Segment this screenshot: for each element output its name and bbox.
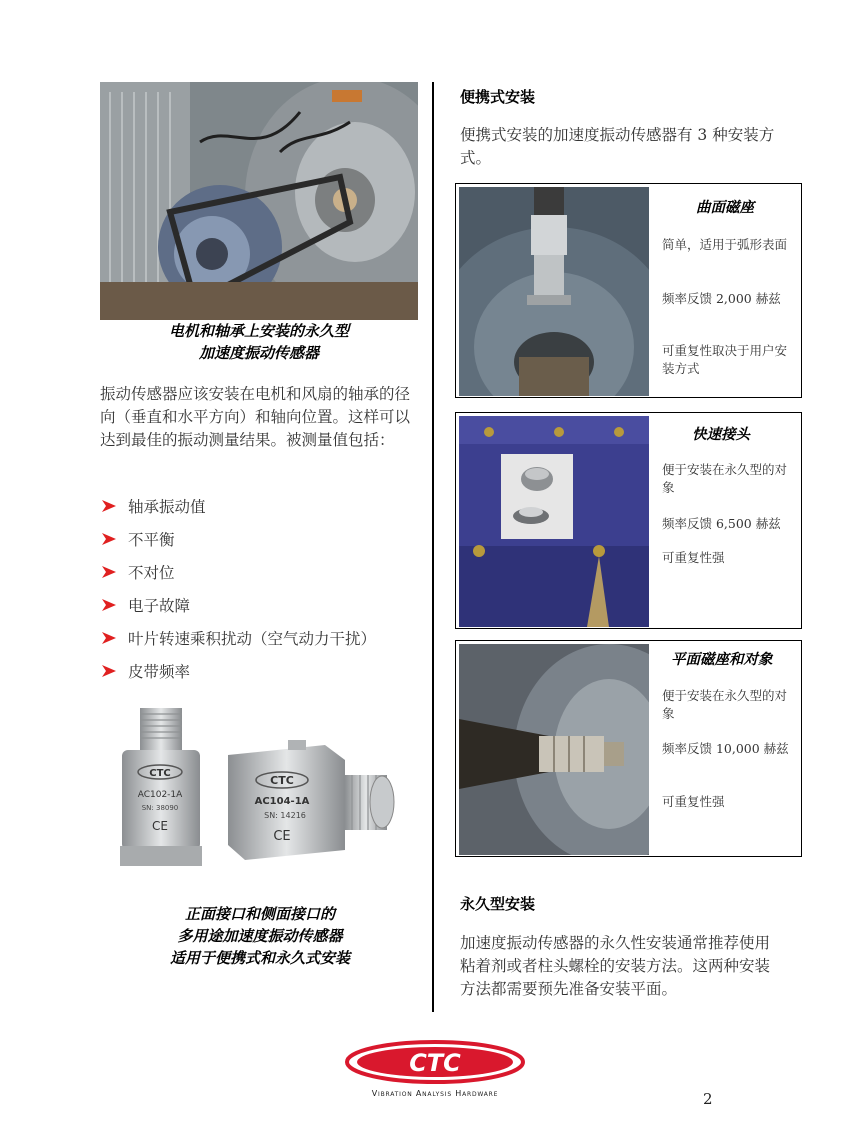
mount-repeatability: 可重复性强: [662, 794, 725, 809]
list-item: [102, 489, 422, 522]
ce-mark: CE: [152, 819, 168, 833]
portable-mounting-paragraph: 便携式安装的加速度振动传感器有 3 种安装方式。: [460, 126, 775, 167]
permanent-mounting-paragraph: 加速度振动传感器的永久性安装通常推荐使用粘着剂或者柱头螺栓的安装方法。这两种安装方法都需要预先准备安装平面。: [460, 934, 771, 998]
column-divider: [432, 82, 434, 1012]
sensor-model: AC104-1A: [254, 796, 310, 807]
mount-repeatability: 可重复性取决于用户安装方式: [662, 343, 788, 376]
mounting-intro-paragraph: 振动传感器应该安装在电机和风扇的轴承的径向（垂直和水平方向）和轴向位置。这样可以达到最佳的振动测量结果。被测量值包括：: [100, 385, 411, 449]
sensor-serial: SN: 14216: [264, 811, 306, 820]
sensor-brand: CTC: [149, 768, 171, 779]
list-item-label: 不平衡: [128, 530, 175, 549]
page-number: 2: [703, 1090, 713, 1108]
motor-bearing-photo: [100, 82, 418, 320]
mount-frequency: 频率反馈 6,500 赫兹: [662, 516, 781, 531]
arrow-bullet-icon: [102, 599, 116, 611]
list-item: [102, 522, 422, 555]
motor-photo-caption: [100, 320, 418, 364]
list-item-label: 叶片转速乘积扰动（空气动力干扰）: [128, 629, 377, 648]
mount-frequency: 频率反馈 2,000 赫兹: [662, 291, 781, 306]
flat-magnet-photo: [459, 644, 649, 855]
mount-title: 曲面磁座: [696, 200, 754, 216]
mount-feature: 便于安装在永久型的对象: [662, 688, 788, 721]
mount-title: 平面磁座和对象: [671, 652, 773, 668]
measurement-list: [102, 489, 422, 687]
mount-option-curved-magnet: [455, 183, 802, 398]
mount-option-flat-magnet: [455, 640, 802, 857]
mount-feature: 简单，适用于弧形表面: [662, 237, 788, 252]
ce-mark: CE: [273, 829, 291, 844]
arrow-bullet-icon: [102, 566, 116, 578]
list-item-label: 轴承振动值: [128, 497, 206, 516]
caption-line: 加速度振动传感器: [198, 344, 319, 362]
list-item-label: 电子故障: [128, 596, 191, 615]
mount-feature: 便于安装在永久型的对象: [662, 462, 788, 495]
caption-line: 适用于便携式和永久式安装: [169, 949, 350, 967]
sensors-photo-caption: [110, 903, 410, 969]
list-item: [102, 555, 422, 588]
caption-line: 多用途加速度振动传感器: [177, 927, 343, 945]
ctc-logo: [340, 1040, 530, 1100]
list-item: [102, 588, 422, 621]
arrow-bullet-icon: [102, 533, 116, 545]
logo-text: CTC: [409, 1049, 461, 1077]
caption-line: 电机和轴承上安装的永久型: [168, 322, 349, 340]
permanent-mounting-heading: 永久型安装: [460, 895, 536, 913]
list-item-label: 不对位: [128, 563, 175, 582]
logo-tagline: Vibration Analysis Hardware: [371, 1089, 499, 1098]
arrow-bullet-icon: [102, 632, 116, 644]
portable-mounting-heading: 便携式安装: [460, 88, 536, 106]
list-item-label: 皮带频率: [128, 662, 191, 681]
quick-connect-photo: [459, 416, 649, 627]
sensor-model: AC102-1A: [137, 790, 183, 800]
caption-line: 正面接口和侧面接口的: [184, 905, 335, 923]
list-item: [102, 621, 422, 654]
sensor-serial: SN: 38090: [141, 804, 179, 812]
mount-repeatability: 可重复性强: [662, 550, 725, 565]
mount-option-quick-connect: [455, 412, 802, 629]
mount-frequency: 频率反馈 10,000 赫兹: [662, 741, 789, 756]
sensor-brand: CTC: [270, 774, 294, 787]
arrow-bullet-icon: [102, 500, 116, 512]
curved-magnet-photo: [459, 187, 649, 396]
mount-title: 快速接头: [692, 427, 750, 443]
list-item: [102, 654, 422, 687]
arrow-bullet-icon: [102, 665, 116, 677]
accelerometer-products-photo: [110, 700, 420, 880]
